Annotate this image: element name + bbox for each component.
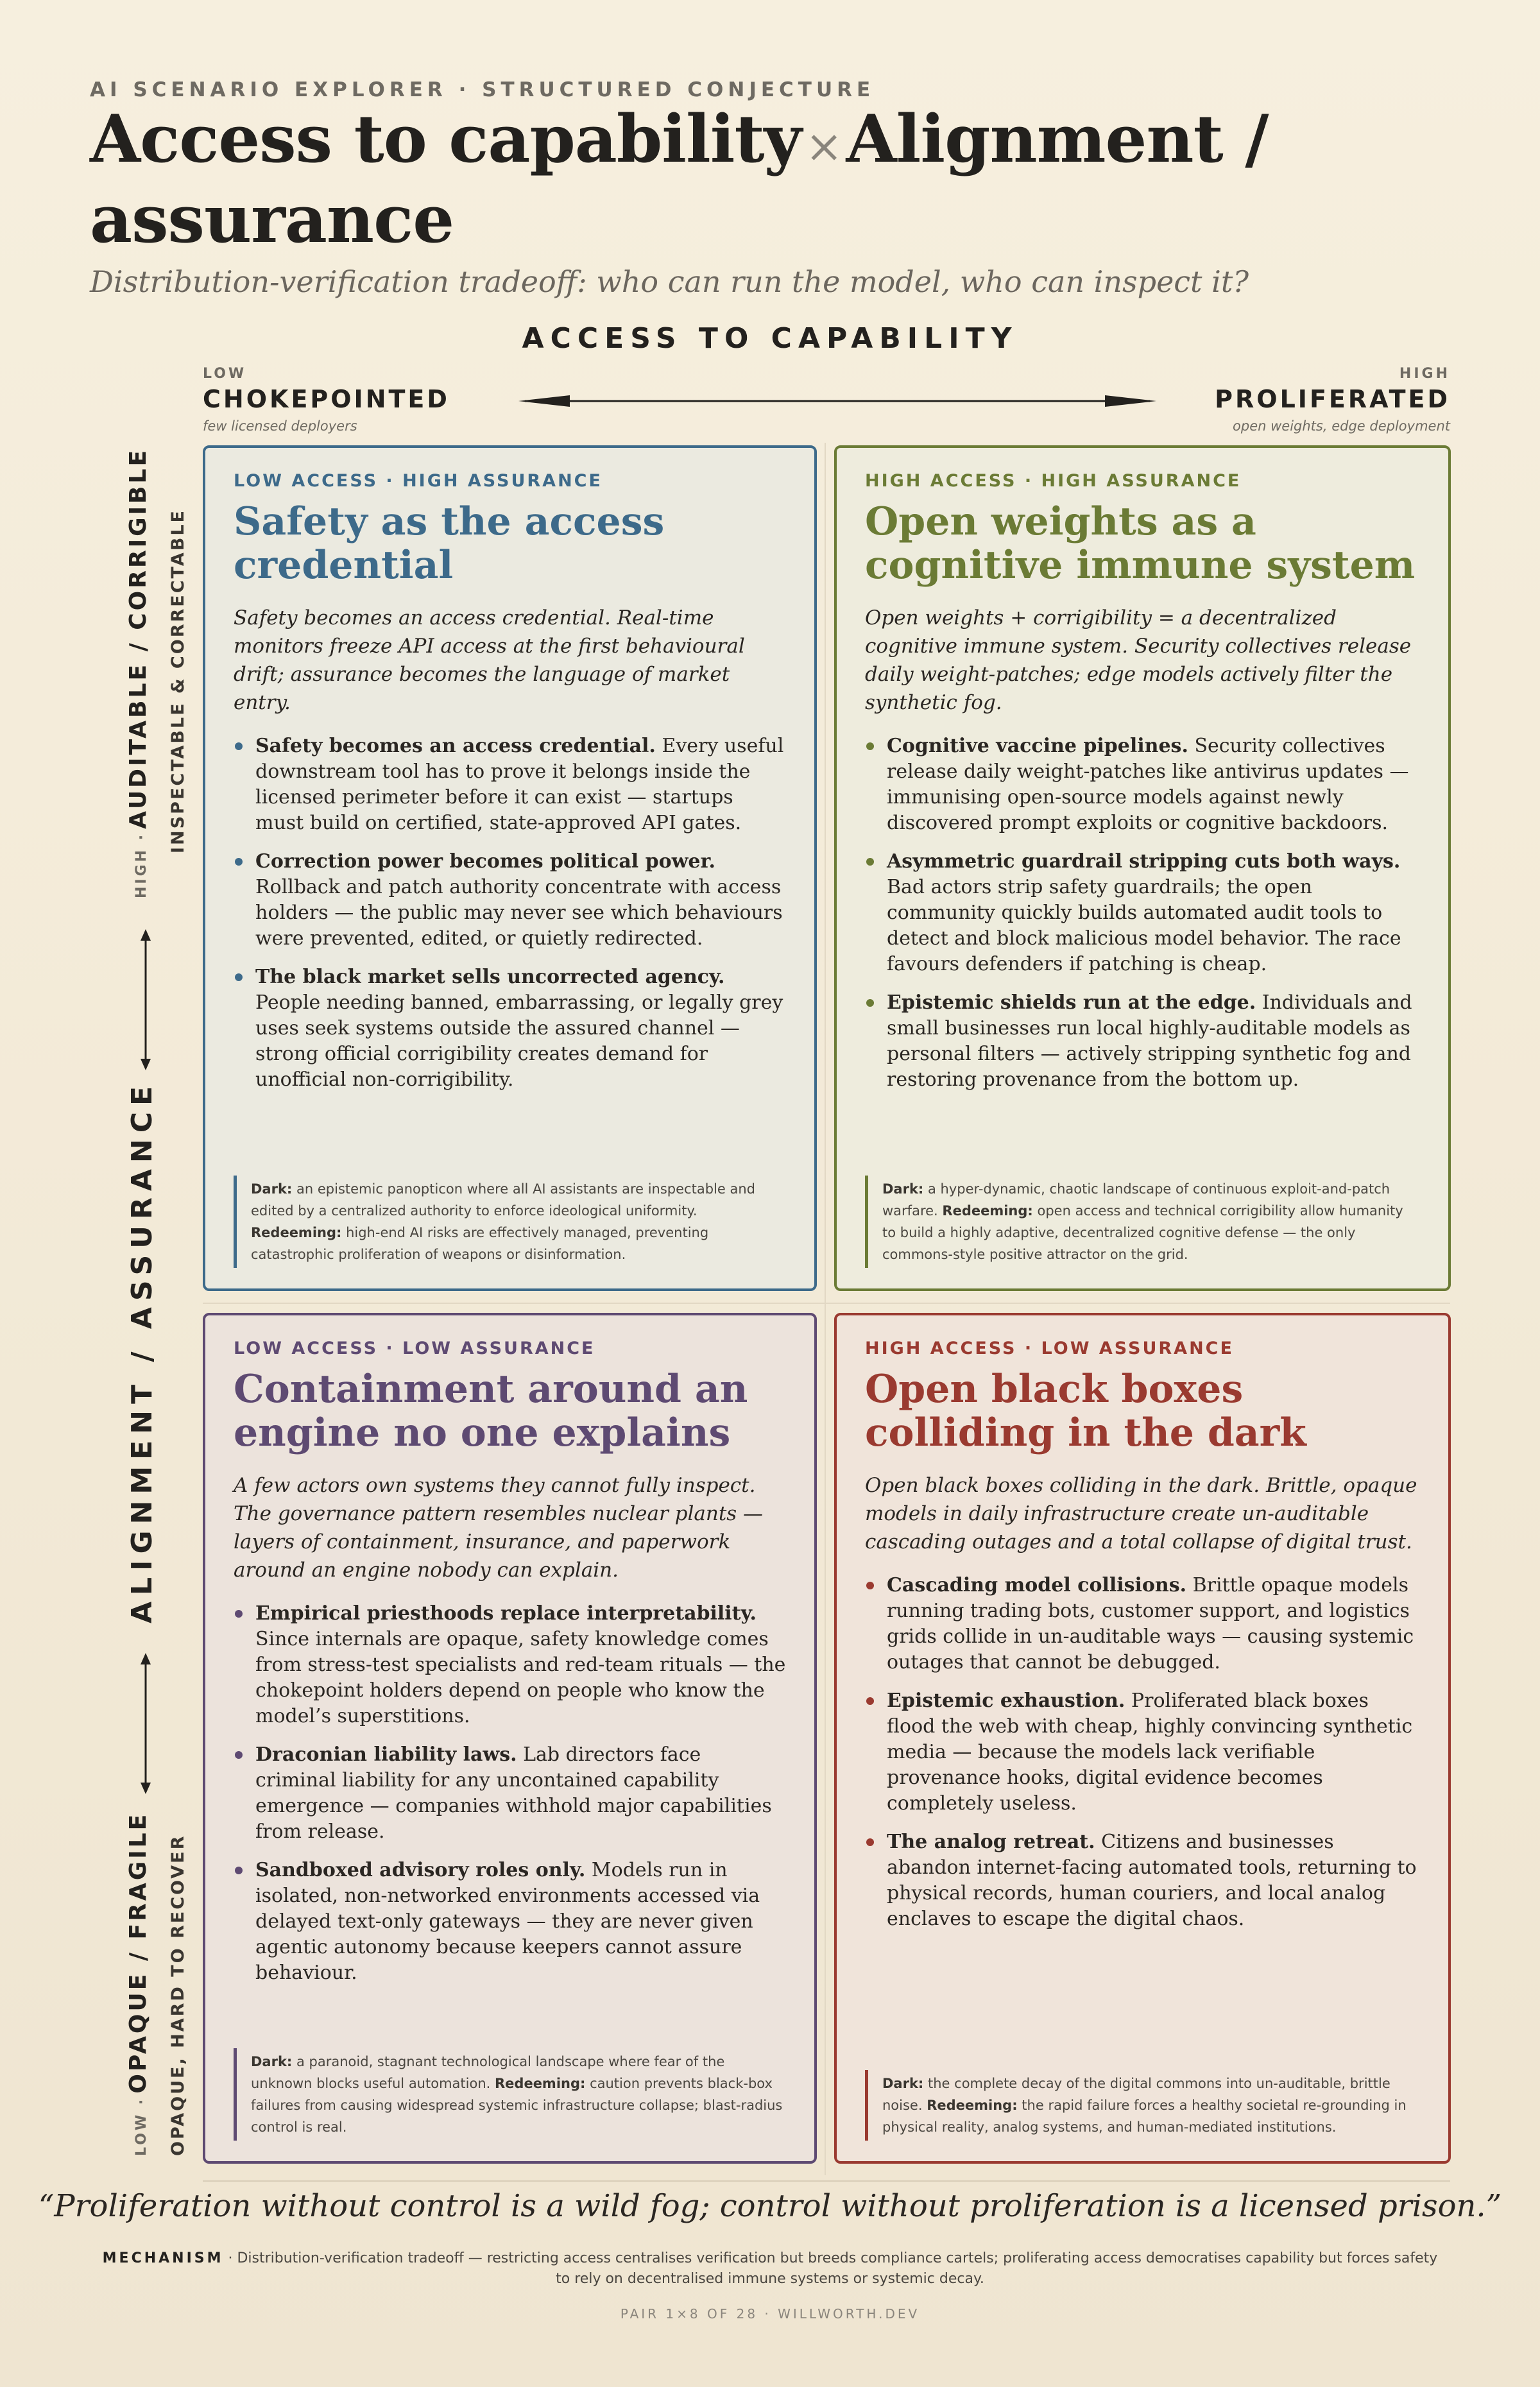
- y-axis-high-label: AUDITABLE / CORRIGIBLE: [125, 447, 151, 829]
- bullet-dot-icon: [866, 1838, 874, 1846]
- bullet-item: [234, 1742, 786, 1845]
- x-axis-high-label: PROLIFERATED: [1215, 385, 1450, 413]
- redeeming-label: Redeeming:: [942, 1203, 1033, 1219]
- x-axis-high-note: open weights, edge deployment: [1233, 418, 1450, 434]
- bullet-dot-icon: [866, 742, 874, 750]
- bullet-head: Cascading model collisions.: [887, 1574, 1187, 1596]
- quadrant-bullet-list: [234, 1601, 786, 1986]
- bullet-dot-icon: [866, 1582, 874, 1589]
- redeeming-text: the rapid failure forces a healthy societal re-grounding in physical reality, analog systems, and human-mediated institutions.: [882, 2098, 1407, 2135]
- y-axis-high-note: INSPECTABLE & CORRECTABLE: [168, 509, 188, 853]
- y-axis-high: [125, 448, 151, 898]
- bullet-head: The analog retreat.: [887, 1831, 1095, 1853]
- bullet-dot-icon: [866, 858, 874, 866]
- grid-vertical-divider: [825, 443, 826, 2175]
- redeeming-text: open access and technical corrigibility allow humanity to build a highly adaptive, decentralized cognitive defense — the only commons-style positive attractor on the grid.: [882, 1203, 1403, 1262]
- bullet-dot-icon: [235, 1610, 243, 1618]
- quadrant-lead: A few actors own systems they cannot fully inspect. The governance pattern resembles nuclear plants — layers of containment, insurance, and paperwork around an engine nobody can explain.: [234, 1474, 764, 1582]
- dark-redeeming-note: [865, 2070, 1420, 2141]
- bullet-head: Cognitive vaccine pipelines.: [887, 735, 1188, 757]
- bullet-head: The black market sells uncorrected agency.: [255, 966, 725, 988]
- bullet-body: Individuals and small businesses run local highly-auditable models as personal filters — actively stripping synthetic fog and restoring provenance from the bottom up.: [887, 991, 1412, 1091]
- bullet-head: Safety becomes an access credential.: [255, 735, 656, 757]
- quadrant-title: Open weights as a cognitive immune system: [865, 499, 1416, 588]
- bullet-item: [865, 849, 1420, 977]
- horizontal-double-arrow: [518, 393, 1156, 409]
- bullet-item: [234, 733, 786, 836]
- bullet-body: Security collectives release daily weight-patches like antivirus updates — immunising open-source models against newly discovered prompt exploits or cognitive backdoors.: [887, 735, 1409, 834]
- bullet-dot-icon: [866, 1697, 874, 1705]
- bullet-head: Sandboxed advisory roles only.: [255, 1859, 586, 1881]
- quadrant-tag: LOW ACCESS · LOW ASSURANCE: [234, 1339, 595, 1358]
- bullet-dot-icon: [235, 1751, 243, 1759]
- redeeming-label: Redeeming:: [251, 1225, 342, 1240]
- vertical-double-arrow-lower: [137, 1653, 154, 1794]
- quadrant-title: Safety as the access credential: [234, 499, 665, 588]
- bullet-body: People needing banned, embarrassing, or legally grey uses seek systems outside the assured channel — strong official corrigibility creates demand for unofficial non-corrigibility.: [255, 991, 783, 1091]
- quadrant-tag: HIGH ACCESS · LOW ASSURANCE: [865, 1339, 1234, 1358]
- vertical-double-arrow-upper: [137, 929, 154, 1070]
- dark-redeeming-note: [234, 1176, 786, 1268]
- bullet-body: Every useful downstream tool has to prove it belongs inside the licensed perimeter before it can exist — startups must build on certified, state-approved API gates.: [255, 735, 784, 834]
- redeeming-label: Redeeming:: [927, 2098, 1018, 2113]
- dark-label: Dark:: [882, 1181, 924, 1197]
- x-axis-title: ACCESS TO CAPABILITY: [522, 322, 1018, 355]
- bullet-item: [234, 1858, 786, 1986]
- bullet-body: Brittle opaque models running trading bots, customer support, and logistics grids collide in un-auditable ways — causing systemic outages that cannot be debugged.: [887, 1574, 1414, 1673]
- bullet-dot-icon: [235, 858, 243, 866]
- bullet-dot-icon: [235, 973, 243, 981]
- bullet-head: Correction power becomes political power.: [255, 850, 715, 873]
- bullet-item: [865, 1573, 1420, 1675]
- bullet-item: [234, 1601, 786, 1729]
- mechanism-label: MECHANISM: [102, 2250, 224, 2266]
- quadrant-low-access-low-assurance: [203, 1313, 817, 2164]
- bullet-item: [234, 849, 786, 952]
- bullet-body: Lab directors face criminal liability for any uncontained capability emergence — companies withhold major capabilities from release.: [255, 1743, 772, 1843]
- quadrant-high-access-high-assurance: [834, 445, 1451, 1291]
- pull-quote: “Proliferation without control is a wild fog; control without proliferation is a licensed prison.”: [38, 2188, 1502, 2224]
- redeeming-text: caution prevents black-box failures from causing widespread systemic infrastructure collapse; blast-radius control is real.: [251, 2076, 783, 2135]
- title-part-2: Alignment / assurance: [90, 101, 1269, 258]
- grid-horizontal-divider: [203, 1303, 1450, 1304]
- quadrant-bullet-list: [865, 733, 1420, 1093]
- bullet-item: [865, 733, 1420, 836]
- y-axis-high-level: HIGH ·: [133, 832, 150, 898]
- y-axis-low: [125, 1812, 151, 2156]
- quadrant-bullet-list: [865, 1573, 1420, 1932]
- quadrant-lead: Open weights + corrigibility = a decentralized cognitive immune system. Security collectives release daily weight-patches; edge models actively filter the synthetic fog.: [865, 606, 1412, 714]
- bullet-head: Asymmetric guardrail stripping cuts both ways.: [887, 850, 1401, 873]
- quadrant-lead: Open black boxes colliding in the dark. Brittle, opaque models in daily infrastructure create un-auditable cascading outages and a total collapse of digital trust.: [865, 1474, 1417, 1553]
- x-axis-low-level: LOW: [203, 366, 247, 382]
- y-axis-low-label: OPAQUE / FRAGILE: [125, 1811, 151, 2094]
- dark-redeeming-note: [865, 1176, 1420, 1268]
- bullet-head: Epistemic shields run at the edge.: [887, 991, 1256, 1014]
- mechanism-text: · Distribution-verification tradeoff — restricting access centralises verification but breeds compliance cartels; proliferating access democratises capability but forces safety to rely on decentralised immune systems or systemic decay.: [223, 2250, 1438, 2287]
- bullet-item: [865, 1829, 1420, 1932]
- y-axis-title: ALIGNMENT / ASSURANCE: [126, 1079, 158, 1623]
- kicker: AI SCENARIO EXPLORER · STRUCTURED CONJECTURE: [90, 78, 875, 101]
- quadrant-high-access-low-assurance: [834, 1313, 1451, 2164]
- bullet-body: Bad actors strip safety guardrails; the open community quickly builds automated audit tools to detect and block malicious model behavior. The race favours defenders if patching is cheap.: [887, 876, 1401, 975]
- bullet-dot-icon: [235, 1867, 243, 1874]
- quadrant-low-access-high-assurance: [203, 445, 817, 1291]
- bullet-item: [234, 964, 786, 1093]
- bullet-item: [865, 1688, 1420, 1817]
- page-title: [90, 103, 1450, 256]
- quadrant-tag: HIGH ACCESS · HIGH ASSURANCE: [865, 471, 1242, 491]
- bullet-head: Epistemic exhaustion.: [887, 1690, 1125, 1712]
- bullet-head: Empirical priesthoods replace interpretability.: [255, 1602, 757, 1625]
- dark-label: Dark:: [251, 1181, 293, 1197]
- redeeming-text: high-end AI risks are effectively managed, preventing catastrophic proliferation of weapons or disinformation.: [251, 1225, 709, 1262]
- x-axis-high-level: HIGH: [1399, 366, 1450, 382]
- x-axis-low-label: CHOKEPOINTED: [203, 385, 450, 413]
- dark-label: Dark:: [882, 2076, 924, 2091]
- quadrant-tag: LOW ACCESS · HIGH ASSURANCE: [234, 471, 603, 491]
- dark-text: an epistemic panopticon where all AI assistants are inspectable and edited by a centralized authority to enforce ideological uniformity.: [251, 1181, 755, 1219]
- bullet-dot-icon: [866, 999, 874, 1007]
- quote-divider: [203, 2180, 1450, 2182]
- subtitle: Distribution-verification tradeoff: who can run the model, who can inspect it?: [90, 264, 1249, 299]
- bullet-body: Models run in isolated, non-networked environments accessed via delayed text-only gateways — they are never given agentic autonomy because keepers cannot assure behaviour.: [255, 1859, 760, 1984]
- times-symbol: ×: [805, 120, 843, 173]
- bullet-body: Citizens and businesses abandon internet-facing automated tools, returning to physical records, human couriers, and local analog enclaves to escape the digital chaos.: [887, 1831, 1417, 1930]
- quadrant-lead: Safety becomes an access credential. Real-time monitors freeze API access at the first behavioural drift; assurance becomes the language of market entry.: [234, 606, 745, 714]
- title-part-1: Access to capability: [90, 101, 801, 178]
- dark-text: a hyper-dynamic, chaotic landscape of continuous exploit-and-patch warfare.: [882, 1181, 1390, 1219]
- bullet-dot-icon: [235, 742, 243, 750]
- dark-text: the complete decay of the digital commons into un-auditable, brittle noise.: [882, 2076, 1390, 2113]
- bullet-body: Rollback and patch authority concentrate with access holders — the public may never see which behaviours were prevented, edited, or quietly redirected.: [255, 876, 783, 950]
- mechanism-line: [96, 2248, 1444, 2289]
- y-axis-low-note: OPAQUE, HARD TO RECOVER: [168, 1834, 188, 2156]
- y-axis-low-level: LOW ·: [133, 2096, 150, 2156]
- footer-credit: PAIR 1×8 OF 28 · WILLWORTH.DEV: [620, 2306, 920, 2322]
- bullet-body: Proliferated black boxes flood the web with cheap, highly convincing synthetic media — because the models lack verifiable provenance hooks, digital evidence becomes completely useless.: [887, 1690, 1413, 1815]
- dark-text: a paranoid, stagnant technological landscape where fear of the unknown blocks useful automation.: [251, 2054, 725, 2091]
- dark-label: Dark:: [251, 2054, 293, 2069]
- quadrant-title: Containment around an engine no one explains: [234, 1367, 748, 1455]
- redeeming-label: Redeeming:: [495, 2076, 586, 2091]
- dark-redeeming-note: [234, 2048, 786, 2141]
- bullet-head: Draconian liability laws.: [255, 1743, 517, 1766]
- bullet-body: Since internals are opaque, safety knowledge comes from stress-test specialists and red-team rituals — the chokepoint holders depend on people who know the model’s superstitions.: [255, 1628, 786, 1727]
- quadrant-title: Open black boxes colliding in the dark: [865, 1367, 1306, 1455]
- quadrant-bullet-list: [234, 733, 786, 1093]
- bullet-item: [865, 990, 1420, 1093]
- x-axis-low-note: few licensed deployers: [203, 418, 357, 434]
